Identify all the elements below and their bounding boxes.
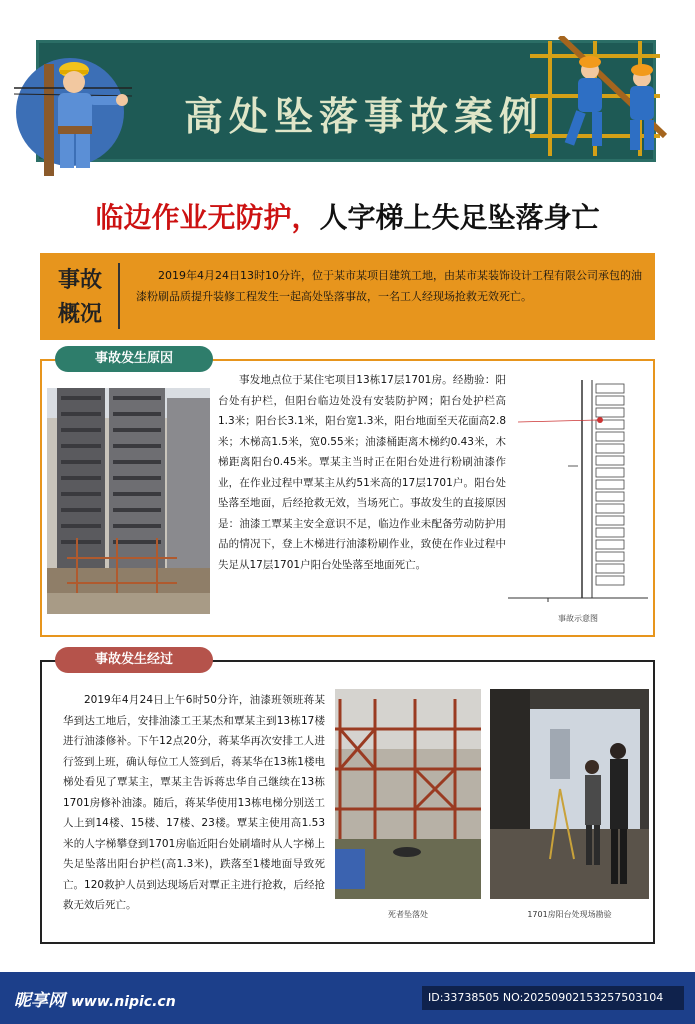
headline bbox=[0, 196, 695, 236]
footer-logo-text: 昵享网 bbox=[14, 991, 65, 1011]
footer-url[interactable]: www.nipic.cn bbox=[71, 994, 176, 1010]
photo1-caption: 死者坠落处 bbox=[388, 910, 428, 919]
footer-logo bbox=[14, 986, 176, 1011]
overview-label bbox=[50, 263, 110, 331]
building-photo bbox=[47, 388, 210, 614]
page-title: 高处坠落事故案例 bbox=[184, 94, 545, 140]
overview-label-line1: 事故 bbox=[57, 267, 102, 293]
footer-id: ID:33738505 NO:20250902153257503104 bbox=[422, 986, 684, 1010]
process-label: 事故发生经过 bbox=[55, 647, 213, 673]
overview-divider bbox=[118, 263, 120, 329]
footer bbox=[0, 972, 695, 1024]
workers-scaffold-icon bbox=[520, 36, 670, 161]
overview-box bbox=[40, 253, 655, 340]
cause-text: 事发地点位于某住宅项目13栋17层1701房。经勘验：阳台处有护栏，但阳台临边处没有安装防护网；阳台处护栏高1.3米；阳台长3.1米，阳台宽1.3米，阳台地面至天花面高2.8米；木梯高1.5米，宽0.55米；油漆桶距离木梯约0.43米，木梯距离阳台0.45米。覃某主当时正在阳台处进行粉刷油漆作业，在作业过程中覃某主从约51米高的17层1701户。阳台处坠落至地面，后经抢救无效，当场死亡。事故发生的直接原因是：油漆工覃某主安全意识不足，临边作业未配备劳动防护用品的情况下，登上木梯进行油漆粉刷作业，致使在作业过程中失足从17层1701户阳台处坠落至地面死亡。 bbox=[218, 374, 506, 571]
overview-text: 2019年4月24日13时10分许，位于某市某项目建筑工地，由某市某装饰设计工程有限公司承包的油漆粉刷品质提升装修工程发生一起高处坠落事故，一名工人经现场抢救无效死亡。 bbox=[136, 269, 642, 303]
diagram-caption: 事故示意图 bbox=[558, 614, 598, 623]
fall-site-photo bbox=[335, 689, 481, 899]
overview-label-line2: 概况 bbox=[57, 301, 102, 327]
worker-illustration-icon bbox=[14, 48, 134, 176]
photo2-caption: 1701房阳台处现场勘验 bbox=[527, 910, 612, 919]
accident-diagram bbox=[508, 376, 648, 606]
headline-part2: 人字梯上失足坠落身亡 bbox=[319, 201, 600, 234]
headline-part1: 临边作业无防护， bbox=[95, 201, 320, 234]
cause-label: 事故发生原因 bbox=[55, 346, 213, 372]
process-text: 2019年4月24日上午6时50分许，油漆班领班蒋某华到达工地后，安排油漆工王某杰和覃某主到13栋17楼进行油漆修补。下午12点20分，蒋某华再次安排工人进行签到上班，确认每位工人签到后，蒋某华在13栋1楼电梯处看见了覃某主，覃某主告诉蒋忠华自己继续在13栋1701房修补油漆。随后，蒋某华使用13栋电梯分别送工人上到14楼、15楼、17楼、23楼。覃某主使用高1.53米的人字梯攀登到1701房临近阳台处刷墙时从人字梯上失足坠落出阳台护栏(高1.3米)，跌落至1楼地面导致死亡。120救护人员到达现场后对覃正主进行抢救，后经抢救无效后死亡。 bbox=[63, 694, 325, 911]
balcony-inspection-photo bbox=[490, 689, 649, 899]
